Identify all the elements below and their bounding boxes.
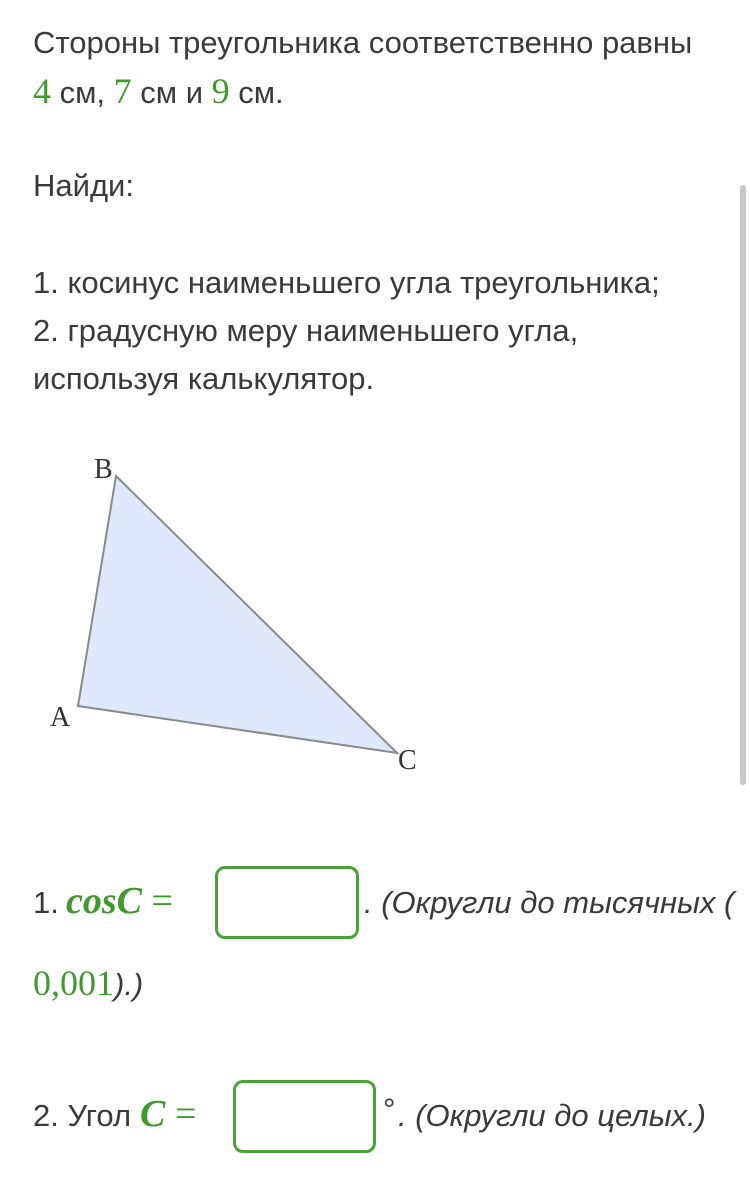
vertex-b-label: B [94,454,113,485]
cos-c-answer-input[interactable] [215,866,359,939]
answer-2-expression [140,1092,196,1136]
answer-2-prefix: 2. Угол [33,1098,132,1133]
cos-c-expression: cosC [66,880,142,922]
side-2-value: 7 [113,71,132,111]
answer-1-precision-line [33,962,143,1004]
find-label: Найди: [33,168,134,203]
page-scrollbar[interactable] [740,185,746,785]
task-2: 2. градусную меру наименьшего угла, [33,313,579,348]
end-text: см. [229,75,284,110]
precision-value: 0,001 [33,963,114,1003]
side-3-value: 9 [211,71,230,111]
angle-c-variable: C [140,1093,166,1135]
triangle-figure [0,440,450,785]
answer-2-rounding-hint: . (Округли до целых.) [398,1098,706,1133]
side-1-value: 4 [33,71,51,111]
problem-line-1: Стороны треугольника соответственно равны [33,25,693,60]
answer-1-expression [66,879,173,923]
problem-line-2 [33,70,284,112]
task-2-continued: используя калькулятор. [33,361,375,396]
sep-2: см и [131,75,212,110]
task-1: 1. косинус наименьшего угла треугольника; [33,265,660,300]
precision-close: ).) [114,967,144,1002]
vertex-a-label: A [50,702,71,733]
answer-1-rounding-hint: . (Округли до тысячных ( [364,885,735,920]
equals-sign-1: = [142,880,173,922]
degree-sign: ° [383,1092,396,1127]
angle-c-answer-input[interactable] [233,1080,376,1153]
sep-1: см, [51,75,114,110]
equals-sign-2: = [165,1093,197,1135]
vertex-c-label: C [398,745,417,776]
triangle-shape [78,476,397,753]
answer-1-prefix: 1. [33,885,59,920]
